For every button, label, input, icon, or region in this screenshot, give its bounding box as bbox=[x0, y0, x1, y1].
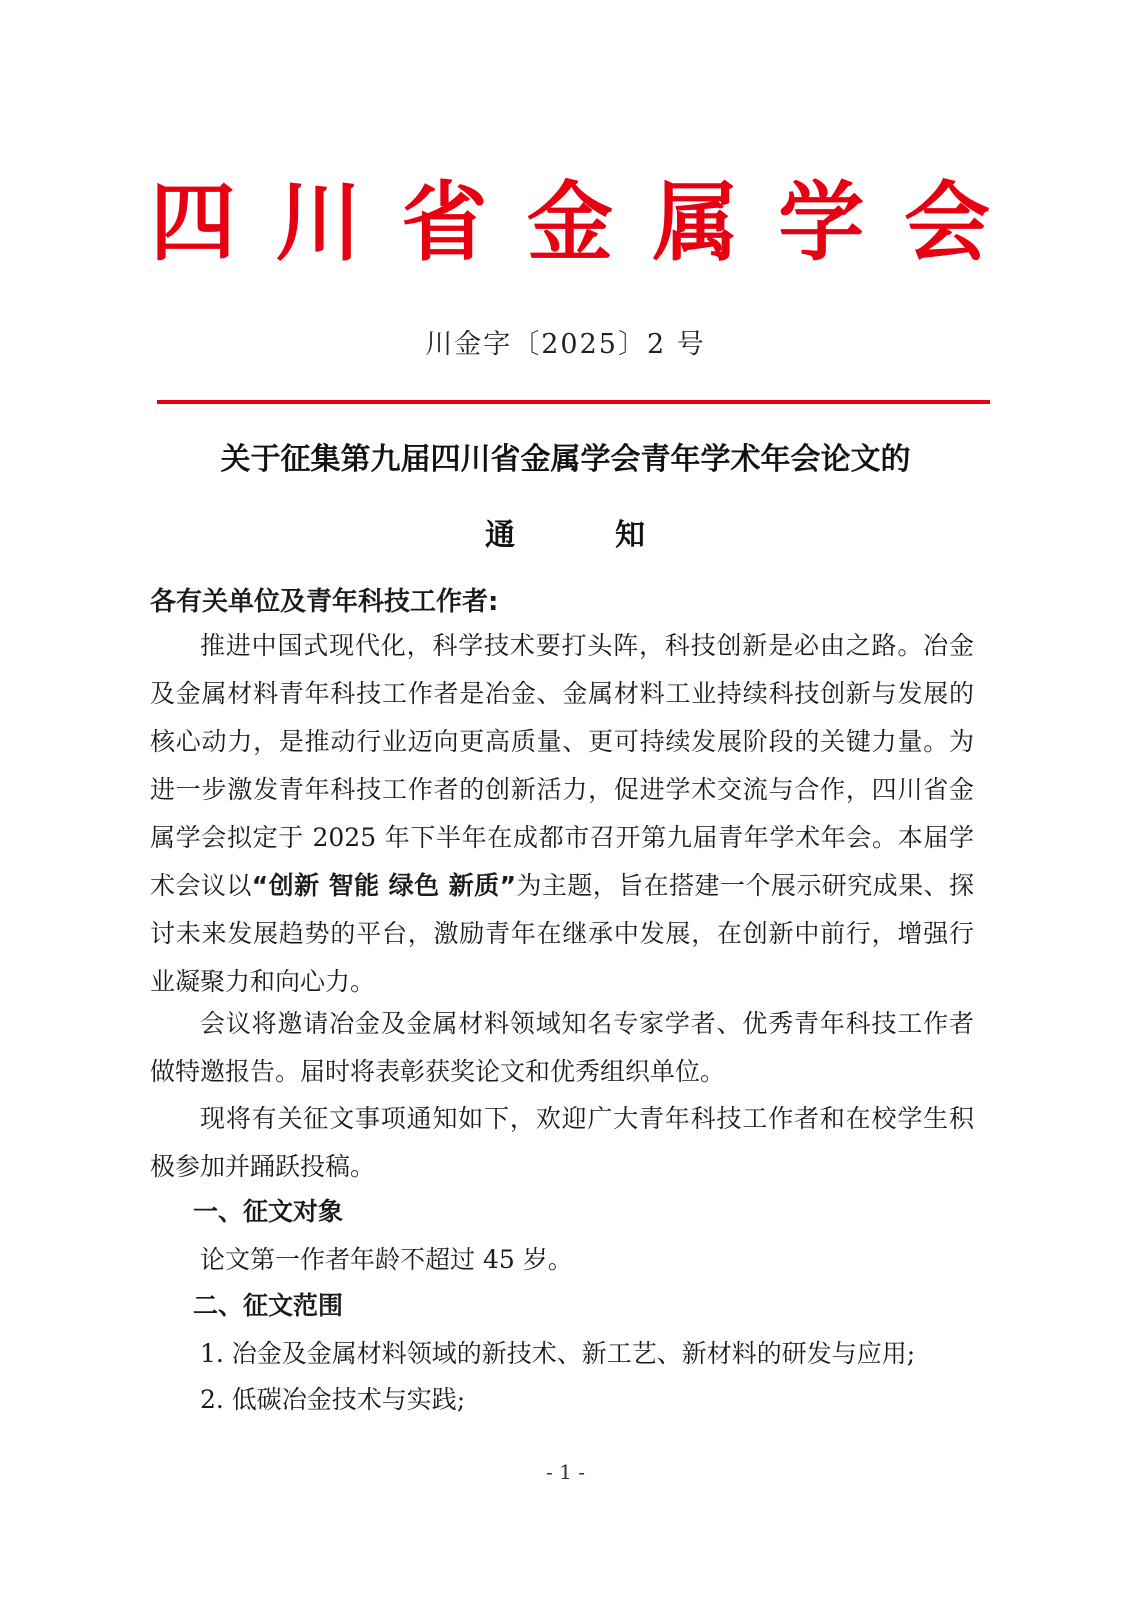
body-paragraph-1 bbox=[150, 622, 974, 1006]
page-number: - 1 - bbox=[546, 1460, 585, 1484]
notice-title-char: 知 bbox=[615, 518, 645, 553]
section-1-heading: 一、征文对象 bbox=[193, 1197, 344, 1226]
red-divider-line bbox=[157, 400, 990, 404]
notice-title-line2 bbox=[485, 516, 645, 556]
document-number: 川金字〔2025〕2 号 bbox=[425, 329, 706, 360]
section-2-item: 2. 低碳冶金技术与实践; bbox=[200, 1385, 466, 1414]
letterhead-char: 省 bbox=[401, 173, 488, 273]
body-paragraph-3 bbox=[150, 1095, 974, 1191]
paragraph-2: 会议将邀请冶金及金属材料领域知名专家学者、优秀青年科技工作者做特邀报告。届时将表彰获奖论文和优秀组织单位。 bbox=[150, 1009, 974, 1086]
theme-emphasis: “创新 智能 绿色 新质” bbox=[251, 871, 517, 900]
letterhead-char: 学 bbox=[778, 173, 865, 273]
section-1-text: 论文第一作者年龄不超过 45 岁。 bbox=[200, 1245, 573, 1274]
paragraph-1-text: 推进中国式现代化，科学技术要打头阵，科技创新是必由之路。冶金及金属材料青年科技工作者是冶金、金属材料工业持续科技创新与发展的核心动力，是推动行业迈向更高质量、更可持续发展阶段的关键力量。为进一步激发青年科技工作者的创新活力，促进学术交流与合作，四川省金属学会拟定于 2025 年下半年在成都市召开第九届青年学术年会。本届学术会议以 bbox=[150, 631, 974, 900]
section-2-heading: 二、征文范围 bbox=[193, 1291, 344, 1320]
letterhead-char: 川 bbox=[275, 173, 362, 273]
notice-title-char: 通 bbox=[485, 518, 515, 553]
paragraph-1 bbox=[150, 622, 974, 1006]
paragraph-1-text-end: 为主题，旨在搭建一个展示研究成果、探讨未来发展趋势的平台，激励青年在继承中发展，在创新中前行，增强行业凝聚力和向心力。 bbox=[150, 871, 974, 996]
section-2-item: 1. 冶金及金属材料领域的新技术、新工艺、新材料的研发与应用; bbox=[200, 1339, 916, 1368]
paragraph-3: 现将有关征文事项通知如下，欢迎广大青年科技工作者和在校学生积极参加并踊跃投稿。 bbox=[150, 1104, 974, 1181]
letterhead-char: 会 bbox=[903, 173, 990, 273]
salutation: 各有关单位及青年科技工作者: bbox=[150, 587, 499, 617]
letterhead-char: 属 bbox=[652, 173, 739, 273]
notice-title-line1: 关于征集第九届四川省金属学会青年学术年会论文的 bbox=[220, 442, 911, 477]
organization-letterhead bbox=[150, 168, 990, 278]
letterhead-char: 金 bbox=[526, 173, 613, 273]
letterhead-char: 四 bbox=[150, 173, 236, 273]
body-paragraph-2 bbox=[150, 1000, 974, 1096]
